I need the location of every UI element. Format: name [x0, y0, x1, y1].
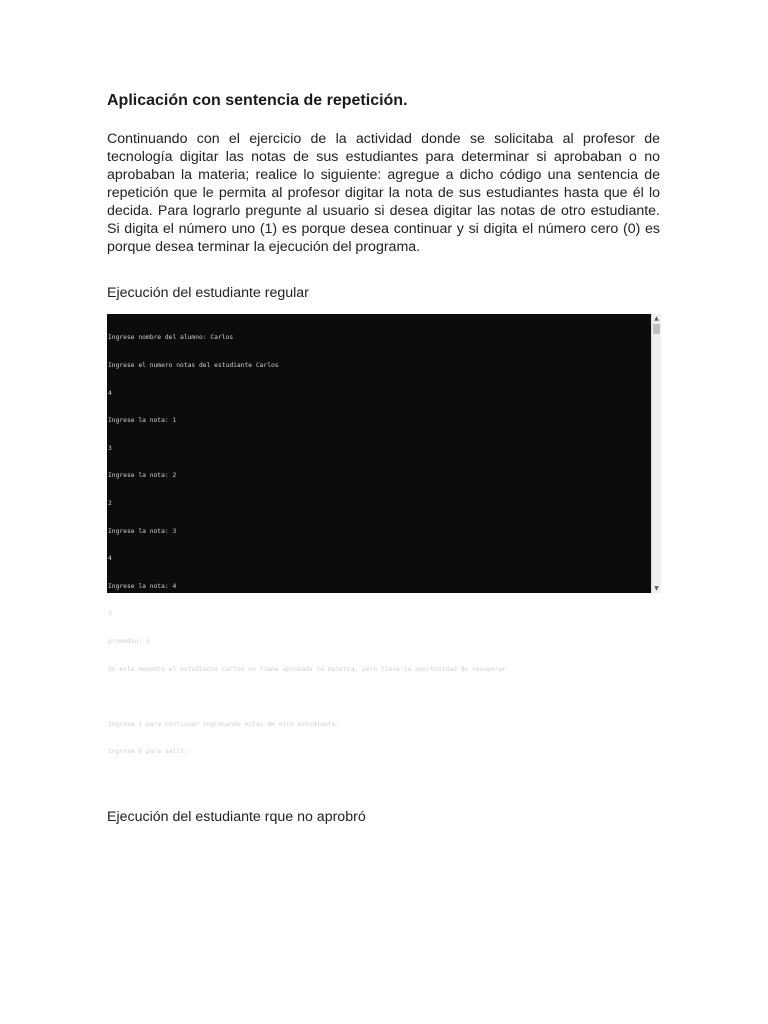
console-line: 4	[108, 555, 112, 563]
console-line: promedio: 3	[108, 637, 150, 645]
caption-regular-student: Ejecución del estudiante regular	[107, 285, 309, 301]
console-line: Ingrese 0 para salir:	[108, 748, 188, 756]
console-line: 3	[108, 610, 112, 618]
page-heading: Aplicación con sentencia de repetición.	[107, 92, 408, 109]
console-line: Ingrese 1 para continuar ingresando notas de otro estudiante:	[108, 720, 340, 728]
scroll-down-arrow-icon[interactable]: ▼	[654, 585, 659, 592]
scrollbar-thumb[interactable]	[653, 324, 660, 334]
caption-failed-student: Ejecución del estudiante rque no aprobró	[107, 809, 366, 825]
console-line: Ingrese la nota: 3	[108, 527, 177, 535]
console-line: Ingrese la nota: 4	[108, 582, 177, 590]
console-line: En este momento el estudiante Carlos no tiene aprobada la materia, pero tiene la oportunidad de recuperar	[108, 665, 507, 673]
console-line	[108, 692, 649, 701]
instructions-paragraph: Continuando con el ejercicio de la actividad donde se solicitaba al profesor de tecnología digitar las notas de sus estudiantes para determinar si aprobaban o no aprobaban la materia; realice lo siguiente: agregue a dicho código una sentencia de repetición que le permita al profesor digitar la nota de sus estudiantes hasta que él lo decida. Para lograrlo pregunte al usuario si desea digitar las notas de otro estudiante. Si digita el número uno (1) es porque desea continuar y si digita el número cero (0) es porque desea terminar la ejecución del programa.	[107, 131, 660, 255]
console-output	[108, 315, 649, 775]
console-line: Ingrese nombre del alumno: Carlos	[108, 334, 234, 342]
scroll-up-arrow-icon[interactable]: ▲	[654, 315, 659, 322]
console-line: Ingrese la nota: 2	[108, 472, 177, 480]
console-line: 3	[108, 444, 112, 452]
console-screenshot	[107, 314, 661, 756]
console-line: 4	[108, 389, 112, 397]
console-line: Ingrese la nota: 1	[108, 417, 177, 425]
console-line: 2	[108, 499, 112, 507]
console-scrollbar[interactable]	[651, 314, 661, 593]
console-line: Ingrese el numero notas del estudiante Carlos	[108, 362, 279, 369]
